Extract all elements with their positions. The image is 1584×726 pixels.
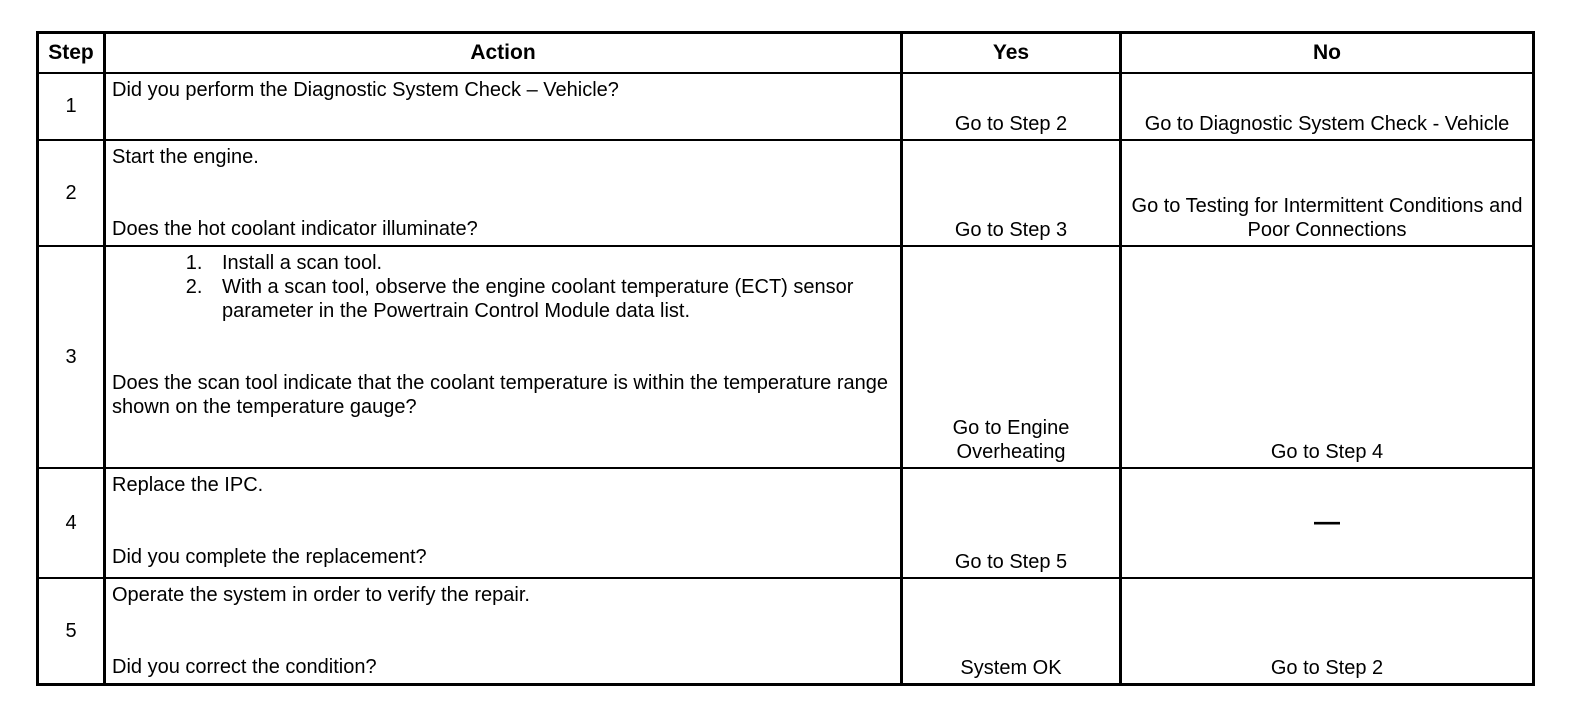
action-question: Does the scan tool indicate that the coolant temperature is within the temperature range shown on the temperature gauge? [112,371,889,418]
step-number: 2 [38,140,105,246]
action-question: Did you correct the condition? [112,655,377,678]
diagnostic-table [36,31,1535,686]
no-cell: Go to Testing for Intermittent Conditions and Poor Connections [1121,140,1534,246]
step-number: 3 [38,246,105,468]
step-number: 1 [38,73,105,140]
action-text: Start the engine. [112,145,259,168]
table-row [38,578,1534,685]
header-no: No [1121,33,1534,73]
action-cell [105,578,902,685]
no-cell: — [1121,468,1534,578]
no-cell: Go to Step 2 [1121,578,1534,685]
procedure-list [112,251,897,323]
action-question: Does the hot coolant indicator illuminate? [112,217,478,240]
action-cell [105,73,902,140]
table-row [38,73,1534,140]
action-cell [105,246,902,468]
list-item: 1. Install a scan tool. [208,251,897,275]
header-row [38,33,1534,73]
step-number: 5 [38,578,105,685]
action-text: Replace the IPC. [112,473,264,496]
yes-cell: Go to Step 5 [902,468,1121,578]
action-text: Operate the system in order to verify the repair. [112,583,530,606]
yes-cell: Go to Step 3 [902,140,1121,246]
action-question: Did you complete the replacement? [112,545,427,568]
table-row [38,468,1534,578]
yes-cell: System OK [902,578,1121,685]
action-text: Did you perform the Diagnostic System Check – Vehicle? [112,78,619,101]
header-action: Action [105,33,902,73]
header-yes: Yes [902,33,1121,73]
list-item: 2. With a scan tool, observe the engine coolant temperature (ECT) sensor parameter in the Powertrain Control Module data list. [208,275,897,323]
table-row [38,140,1534,246]
no-cell: Go to Diagnostic System Check - Vehicle [1121,73,1534,140]
table-row [38,246,1534,468]
yes-cell: Go to Step 2 [902,73,1121,140]
no-cell: Go to Step 4 [1121,246,1534,468]
header-step: Step [38,33,105,73]
yes-cell: Go to Engine Overheating [902,246,1121,468]
action-cell [105,468,902,578]
action-cell [105,140,902,246]
step-number: 4 [38,468,105,578]
